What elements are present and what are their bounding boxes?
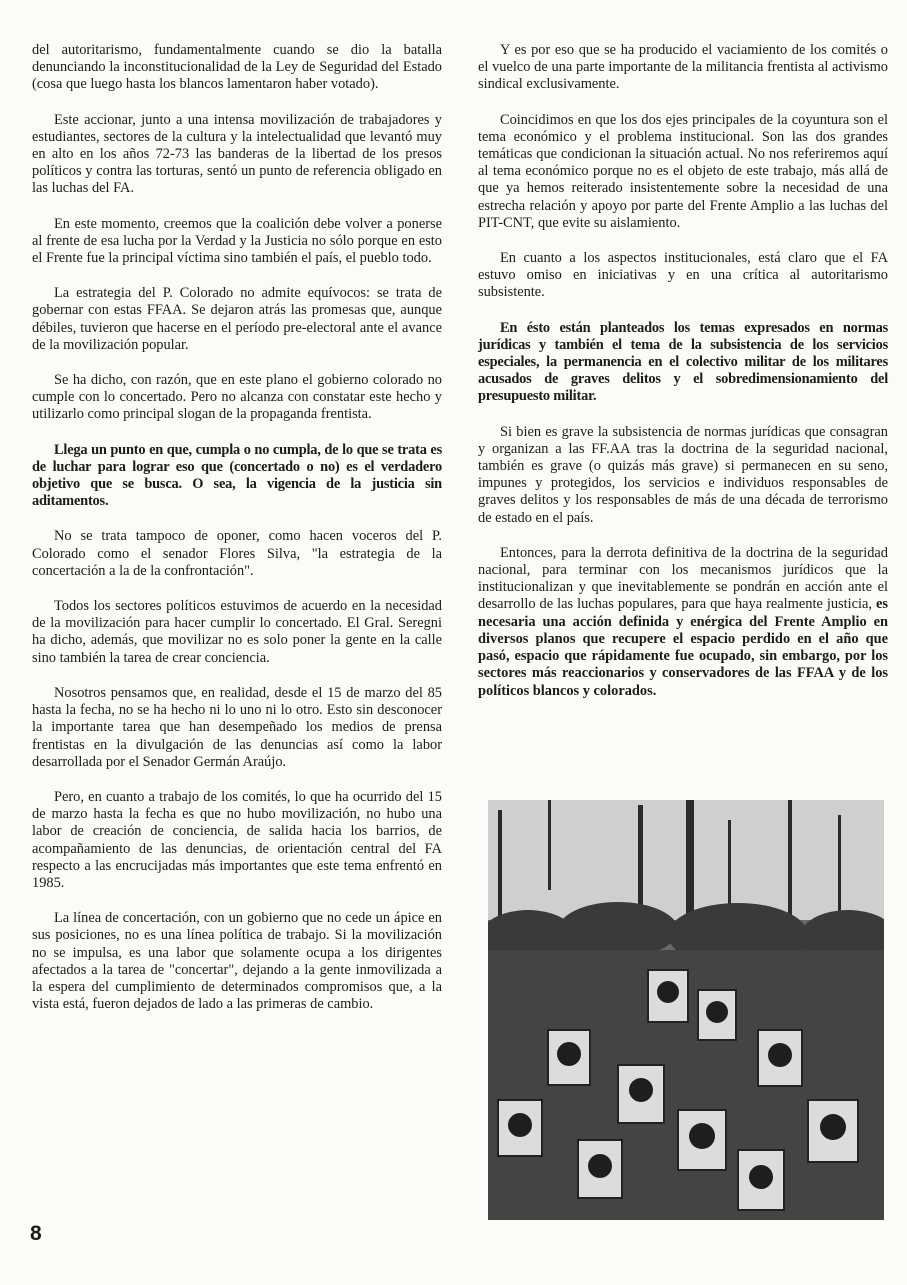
paragraph: Llega un punto en que, cumpla o no cumpla, de lo que se trata es de luchar para lograr eso que (concertado o no) es el verdadero objetivo que se busca. O sea, la vigencia de la justicia sin aditamentos. — [32, 441, 442, 510]
paragraph: Nosotros pensamos que, en realidad, desde el 15 de marzo del 85 hasta la fecha, no se ha hecho ni lo uno ni lo otro. Esto sin desconocer la importante tarea que han desempeñado los medios de prensa frentistas en la divulgación de las denuncias así como la labor desarrollada por el Senador Germán Araújo. — [32, 684, 442, 770]
right-column — [478, 42, 888, 718]
protest-photo — [488, 800, 884, 1220]
paragraph: Si bien es grave la subsistencia de normas jurídicas que consagran y organizan a las FF.AA tras la doctrina de la seguridad nacional, también es grave (o quizás más grave) si permanecen en su seno, impunes y protegidos, los servicios e individuos responsables de graves delitos y los responsables de más de una década de terrorismo de estado en el país. — [478, 423, 888, 526]
paragraph: del autoritarismo, fundamentalmente cuando se dio la batalla denunciando la inconstitucionalidad de la Ley de Seguridad del Estado (cosa que luego hasta los blancos lamentaron haber votado). — [32, 42, 442, 93]
left-column — [32, 42, 442, 1031]
paragraph: La estrategia del P. Colorado no admite equívocos: se trata de gobernar con estas FFAA. Se dejaron atrás las promesas que, aunque débiles, tuvieron que hacerse en el período pre-electoral ante el avance de la movilización popular. — [32, 285, 442, 353]
paragraph: No se trata tampoco de oponer, como hacen voceros del P. Colorado como el senador Flores Silva, "la estrategia de la concertación a la de la confrontación". — [32, 528, 442, 579]
paragraph: Se ha dicho, con razón, que en este plano el gobierno colorado no cumple con lo concertado. Pero no alcanza con constatar este hecho y utilizarlo como principal slogan de la propaganda frentista. — [32, 372, 442, 423]
paragraph: En este momento, creemos que la coalición debe volver a ponerse al frente de esa lucha por la Verdad y la Justicia no sólo porque en esto el Frente fue la principal víctima sino también el país, el pueblo todo. — [32, 215, 442, 267]
paragraph — [478, 545, 888, 700]
paragraph: En ésto están planteados los temas expresados en normas jurídicas y también el tema de la subsistencia de los servicios especiales, la permanencia en el colectivo militar de los militares acusados de graves delitos y el sobredimensionamiento del presupuesto militar. — [478, 319, 888, 405]
paragraph: La línea de concertación, con un gobierno que no cede un ápice en sus posiciones, no es una línea política de trabajo. Si la movilización no se impulsa, es una labor que solamente ocupa a los dirigentes afectados a la tarea de "concertar", dejando a la gente inmovilizada a la espera del cumplimiento de determinados compromisos que, a la vista está, fueron dejados de lado a las primeras de cambio. — [32, 910, 442, 1013]
paragraph: En cuanto a los aspectos institucionales, está claro que el FA estuvo omiso en iniciativas y en una crítica al autoritarismo subsistente. — [478, 250, 888, 301]
paragraph: Coincidimos en que los dos ejes principales de la coyuntura son el tema económico y el problema institucional. Son las dos grandes temáticas que condicionan la situación actual. No nos referiremos aquí al tema económico porque no es el objeto de este trabajo, más allá de que ya hemos reiterado insistentemente sobre la necesidad de una estrecha relación y apoyo por parte del Frente Amplio a las luchas del PIT-CNT, que evite su aislamiento. — [478, 111, 888, 231]
protest-photo-illustration — [488, 800, 884, 1220]
paragraph: Todos los sectores políticos estuvimos de acuerdo en la necesidad de la movilización para hacer cumplir lo concertado. El Gral. Seregni ha dicho, además, que movilizar no es solo poner la gente en la calle sino también la tarea de crear conciencia. — [32, 598, 442, 666]
paragraph: Este accionar, junto a una intensa movilización de trabajadores y estudiantes, sectores de la cultura y la intelectualidad que levantó muy en alto en los años 72-73 las banderas de la libertad de los presos políticos y contra las torturas, sentó un punto de referencia obligado en las luchas del FA. — [32, 111, 442, 197]
paragraph: Pero, en cuanto a trabajo de los comités, lo que ha ocurrido del 15 de marzo hasta la fecha es que no hubo movilización, no hubo una labor de creación de conciencia, de salida hacia los barrios, de acompañamiento de las denuncias, de orientación central del FA respecto a las encrucijadas más importantes que este tema enfrentó en 1985. — [32, 788, 442, 891]
page-number: 8 — [30, 1222, 42, 1245]
paragraph: Y es por eso que se ha producido el vaciamiento de los comités o el vuelco de una parte importante de la militancia frentista al activismo sindical exclusivamente. — [478, 42, 888, 93]
paragraph-text: Entonces, para la derrota definitiva de la doctrina de la seguridad nacional, para terminar con los mecanismos jurídicos que la institucionalizan y que inevitablemente se pondrán en acción ante el desarrollo de las luchas populares, para que haya realmente justicia, — [478, 544, 888, 613]
paragraph-bold-text: es necesaria una acción definida y enérgica del Frente Amplio en diversos planos que recupere el espacio perdido en el año que pasó, espacio que rápidamente fue ocupado, sin embargo, por los sectores más reaccionarios y conservadores de las FFAA y de los políticos blancos y colorados. — [478, 596, 888, 699]
